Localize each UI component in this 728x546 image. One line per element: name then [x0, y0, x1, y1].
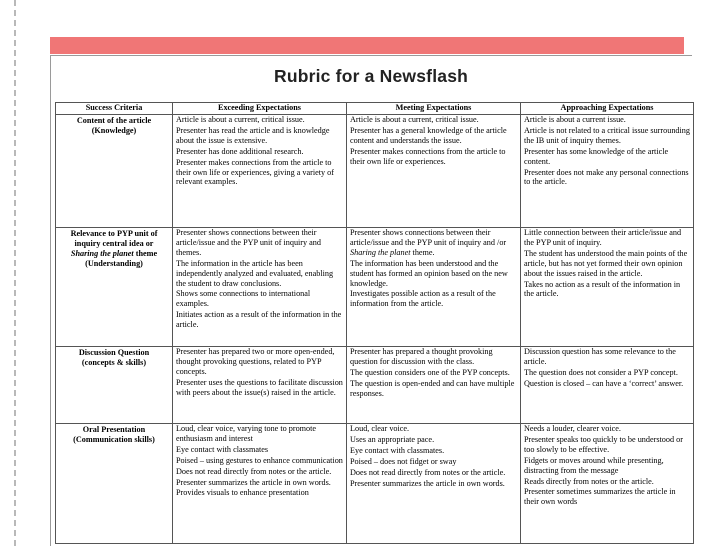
criteria-cell	[56, 424, 173, 544]
criteria-skill: (Communication skills)	[73, 434, 155, 444]
approaching-cell	[521, 424, 694, 544]
descriptor: Fidgets or moves around while presenting, distracting from the message	[524, 455, 664, 475]
descriptor: Presenter has prepared a thought provoking question for discussion with the class.	[350, 347, 493, 366]
descriptor: Does not read directly from notes or the article.	[176, 466, 332, 476]
descriptor: Presenter summarizes the article in own words.	[350, 478, 505, 488]
criteria-theme-word: theme	[135, 248, 158, 258]
criteria-skill: (Understanding)	[85, 258, 143, 268]
descriptor: Presenter shows connections between their article/issue and the PYP unit of inquiry and themes.	[176, 228, 321, 257]
meeting-cell	[347, 228, 521, 347]
descriptor: Uses an appropriate pace.	[350, 434, 435, 444]
approaching-cell	[521, 115, 694, 228]
descriptor: The question is open-ended and can have multiple responses.	[350, 378, 515, 398]
descriptor: Poised – using gestures to enhance communication	[176, 455, 343, 465]
criteria-skill: (Knowledge)	[91, 125, 137, 135]
descriptor: Loud, clear voice, varying tone to promote enthusiasm and interest	[176, 424, 317, 443]
rubric-table	[55, 102, 694, 544]
descriptor: Presenter has prepared two or more open-ended, thought provoking questions, related to PYP concepts.	[176, 347, 335, 376]
descriptor: Article is about a current, critical issue.	[350, 115, 479, 124]
criteria-title: Oral Presentation	[82, 425, 146, 434]
descriptor: Article is about a current, critical issue.	[176, 115, 305, 124]
descriptor: The student has understood the main points of the article, but has not yet formed their own opinion about the issues raised in the article.	[524, 248, 688, 278]
descriptor: Needs a louder, clearer voice.	[524, 424, 621, 433]
criteria-theme-line	[59, 249, 169, 259]
descriptor: Presenter summarizes the article in own words.	[176, 477, 331, 487]
descriptor: Question is closed – can have a ‘correct’ answer.	[524, 378, 684, 388]
descriptor: Presenter has done additional research.	[176, 146, 304, 156]
descriptor: Does not read directly from notes or the article.	[350, 467, 506, 477]
exceeding-cell	[173, 228, 347, 347]
descriptor-text: theme.	[412, 247, 435, 257]
table-row	[56, 115, 694, 228]
column-header-approaching: Approaching Expectations	[521, 103, 694, 115]
descriptor: Provides visuals to enhance presentation	[176, 488, 309, 498]
criteria-skill: (concepts & skills)	[81, 357, 147, 367]
descriptor: Takes no action as a result of the information in the article.	[524, 279, 681, 299]
page-margin-line	[14, 0, 16, 546]
descriptor: Eye contact with classmates.	[350, 445, 445, 455]
criteria-title: Content of the article	[76, 116, 152, 125]
descriptor: Initiates action as a result of the information in the article.	[176, 310, 342, 330]
criteria-cell	[56, 115, 173, 228]
descriptor: The information has been understood and the student has formed an opinion based on the new knowledge.	[350, 258, 508, 288]
approaching-cell	[521, 347, 694, 424]
descriptor: Presenter makes connections from the article to their own life or experiences, giving a variety of relevant examples.	[176, 157, 335, 187]
meeting-cell	[347, 347, 521, 424]
criteria-cell	[56, 228, 173, 347]
descriptor: The information in the article has been independently analyzed and evaluated, enabling the student to draw conclusions.	[176, 258, 334, 288]
criteria-cell	[56, 347, 173, 424]
descriptor: Presenter has a general knowledge of the article content and understands the issue.	[350, 125, 507, 145]
descriptor: Little connection between their article/issue and the PYP unit of inquiry.	[524, 228, 682, 247]
column-header-success-criteria: Success Criteria	[56, 103, 173, 115]
criteria-title: Relevance to PYP unit of inquiry central idea or	[70, 229, 158, 248]
descriptor: Investigates possible action as a result of the information from the article.	[350, 289, 496, 309]
descriptor: Discussion question has some relevance to the article.	[524, 347, 676, 366]
approaching-cell	[521, 228, 694, 347]
descriptor: Poised – does not fidget or sway	[350, 456, 457, 466]
descriptor-text: Presenter shows connections between their article/issue and the PYP unit of inquiry and /or	[350, 228, 507, 247]
column-header-exceeding: Exceeding Expectations	[173, 103, 347, 115]
descriptor: Article is about a current issue.	[524, 115, 626, 124]
descriptor: Presenter speaks too quickly to be understood or too slowly to be effective.	[524, 434, 683, 454]
meeting-cell	[347, 424, 521, 544]
column-header-meeting: Meeting Expectations	[347, 103, 521, 115]
descriptor-theme-name: Sharing the planet	[350, 247, 411, 257]
descriptor: Article is not related to a critical issue surrounding the IB unit of inquiry themes.	[524, 125, 690, 145]
descriptor: Eye contact with classmates	[176, 444, 269, 454]
criteria-theme-name: Sharing the planet	[70, 248, 134, 258]
descriptor: Reads directly from notes or the article.	[524, 476, 654, 486]
descriptor	[350, 228, 517, 258]
descriptor: The question does not consider a PYP concept.	[524, 367, 678, 377]
descriptor: Presenter sometimes summarizes the article in their own words	[524, 487, 676, 507]
descriptor: Loud, clear voice.	[350, 424, 410, 433]
table-row	[56, 424, 694, 544]
descriptor: Presenter has read the article and is knowledge about the issue is extensive.	[176, 125, 330, 145]
header-accent-bar	[50, 37, 684, 54]
exceeding-cell	[173, 347, 347, 424]
exceeding-cell	[173, 424, 347, 544]
table-row	[56, 347, 694, 424]
page-title: Rubric for a Newsflash	[273, 66, 469, 86]
descriptor: Shows some connections to international examples.	[176, 289, 311, 309]
descriptor: Presenter makes connections from the article to their own life or experiences.	[350, 146, 506, 166]
descriptor: The question considers one of the PYP concepts.	[350, 367, 510, 377]
meeting-cell	[347, 115, 521, 228]
descriptor: Presenter has some knowledge of the article content.	[524, 146, 669, 166]
table-row	[56, 228, 694, 347]
exceeding-cell	[173, 115, 347, 228]
descriptor: Presenter does not make any personal connections to the article.	[524, 167, 689, 187]
criteria-title: Discussion Question	[78, 348, 150, 357]
descriptor: Presenter uses the questions to facilitate discussion with peers about the issue(s) raised in the article.	[176, 377, 343, 397]
table-header-row	[56, 103, 694, 115]
